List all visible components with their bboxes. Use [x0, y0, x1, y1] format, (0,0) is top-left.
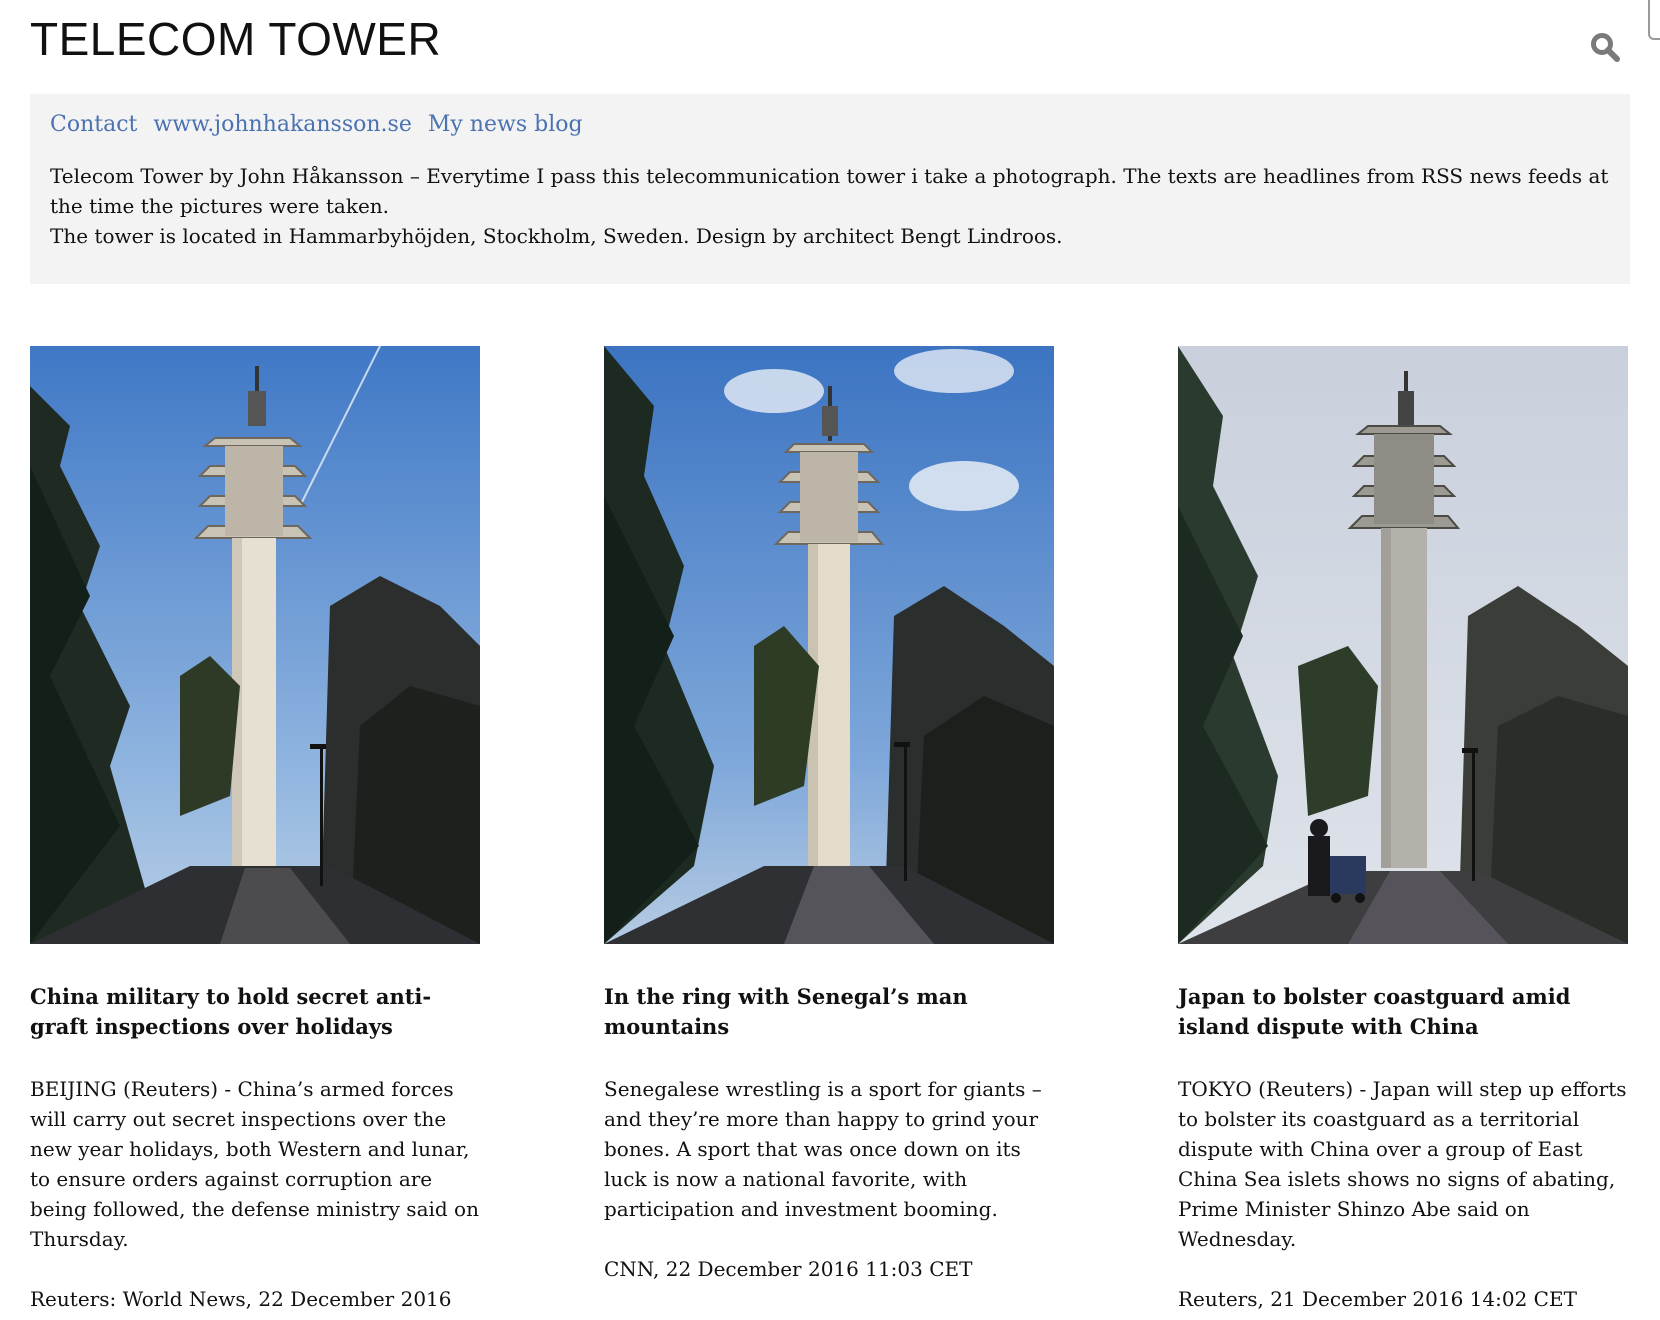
- nav-links: [50, 112, 1610, 137]
- intro-panel: [30, 94, 1630, 284]
- tower-photo[interactable]: [30, 346, 480, 944]
- post-headline[interactable]: In the ring with Senegal’s man mountains: [604, 984, 968, 1039]
- post-card: [604, 346, 1054, 1284]
- post-source: Reuters, 21 December 2016 14:02 CET: [1178, 1287, 1577, 1311]
- tower-photo[interactable]: [1178, 346, 1628, 944]
- nav-link-contact[interactable]: Contact: [50, 112, 138, 137]
- site-title: TELECOM TOWER: [30, 13, 442, 65]
- post-source: CNN, 22 December 2016 11:03 CET: [604, 1257, 973, 1281]
- post-summary: Senegalese wrestling is a sport for giants – and they’re more than happy to grind your bones. A sport that was once down on its luck is now a national favorite, with participation and investment booming.: [604, 1077, 1042, 1221]
- post-source: Reuters: World News, 22 December 2016: [30, 1287, 452, 1311]
- nav-link-news-blog[interactable]: My news blog: [427, 112, 583, 137]
- intro-location: The tower is located in Hammarbyhöjden, Stockholm, Sweden. Design by architect Bengt Lindroos.: [50, 224, 1063, 248]
- post-summary: TOKYO (Reuters) - Japan will step up efforts to bolster its coastguard as a territorial dispute with China over a group of East China Sea islets shows no signs of abating, Prime Minister Shinzo Abe said on Wednesday.: [1178, 1077, 1627, 1251]
- tower-photo[interactable]: [604, 346, 1054, 944]
- search-button[interactable]: [1588, 30, 1622, 64]
- intro-text: Telecom Tower by John Håkansson – Everytime I pass this telecommunication tower i take a photograph. The texts are headlines from RSS news feeds at the time the pictures were taken.: [50, 164, 1609, 218]
- post-headline[interactable]: Japan to bolster coastguard amid island dispute with China: [1178, 984, 1571, 1039]
- post-headline[interactable]: China military to hold secret anti-graft inspections over holidays: [30, 984, 432, 1039]
- post-summary: BEIJING (Reuters) - China’s armed forces will carry out secret inspections over the new year holidays, both Western and lunar, to ensure orders against corruption are being followed, the defense ministry said on Thursday.: [30, 1077, 479, 1251]
- search-icon: [1588, 30, 1622, 64]
- post-card: [30, 346, 480, 1314]
- post-card: [1178, 346, 1628, 1314]
- nav-link-website[interactable]: www.johnhakansson.se: [153, 112, 412, 137]
- window-edge: [1648, 0, 1660, 40]
